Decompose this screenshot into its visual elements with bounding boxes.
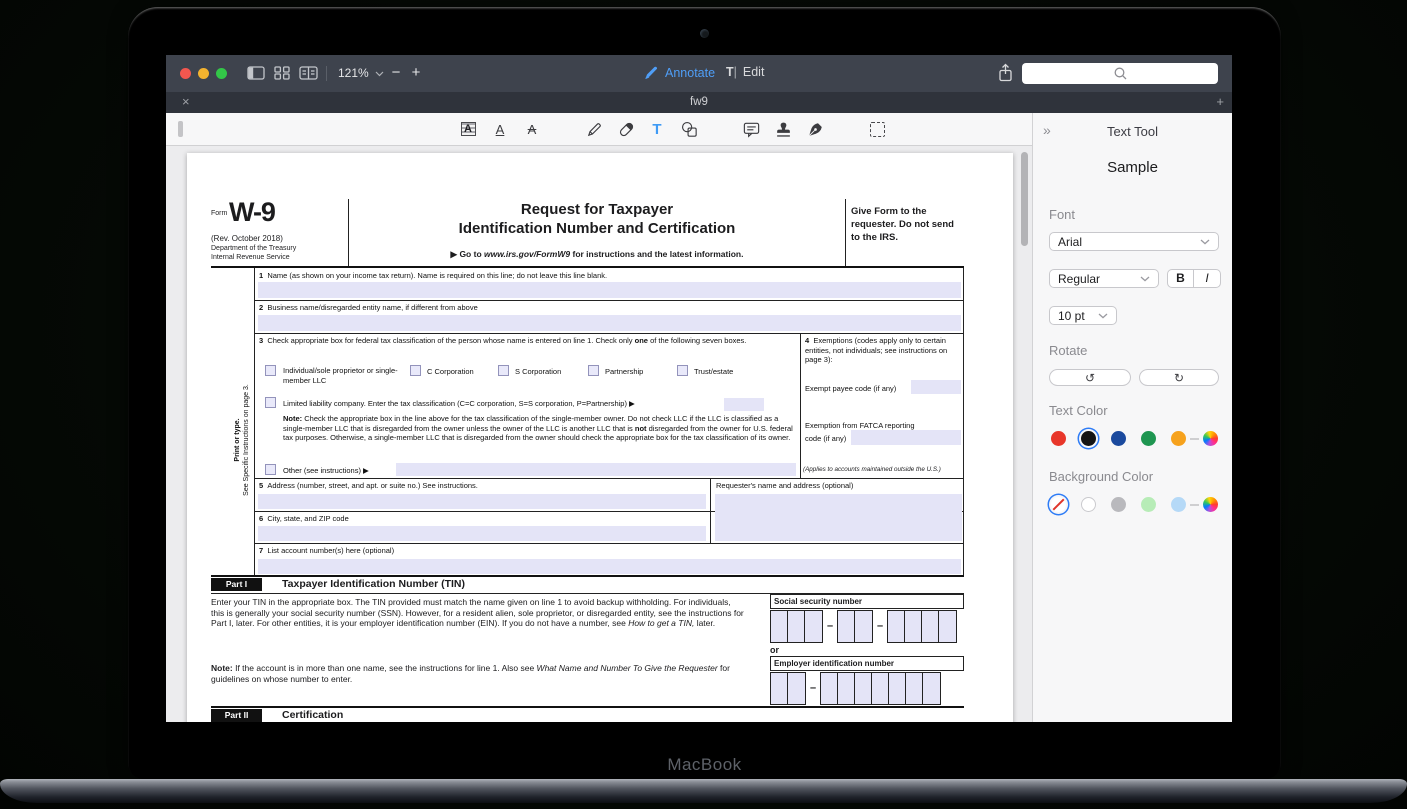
- line4-label: 4 Exemptions (codes apply only to certain entities, not individuals; see instructions on page 3):: [805, 336, 948, 364]
- row-divider: [254, 478, 964, 479]
- part2-rule: [211, 706, 964, 708]
- minimize-window-button[interactable]: [198, 68, 209, 79]
- other-label: Other (see instructions) ▶: [283, 466, 369, 475]
- fatca-label-2: code (if any): [805, 434, 847, 443]
- part1-rule: [211, 575, 964, 577]
- requester-field[interactable]: [715, 494, 962, 541]
- row-divider: [254, 300, 964, 301]
- annotation-toolbar: [166, 113, 1032, 146]
- print-or-type-note: Print or type. See Specific Instructions on page 3.: [234, 384, 250, 496]
- form-revision: (Rev. October 2018): [211, 234, 283, 243]
- camera: [700, 29, 709, 38]
- line2-label: 2 Business name/disregarded entity name, if different from above: [259, 303, 478, 312]
- search-input[interactable]: [1022, 63, 1218, 84]
- bold-italic-segment: [1167, 269, 1221, 288]
- zoom-in-button[interactable]: +: [411, 64, 421, 81]
- search-icon: [1113, 66, 1128, 81]
- form-title: Request for Taxpayer Identification Number and Certification: [458, 201, 736, 237]
- tab-title[interactable]: fw9: [690, 96, 708, 108]
- column-divider-requester: [710, 478, 711, 543]
- part1-note: Note: If the account is in more than one name, see the instructions for line 1. Also see What Name and Number To Give the Requester for guidelines on whose number to enter.: [211, 663, 730, 684]
- checkbox-c-corporation[interactable]: [410, 365, 421, 376]
- rotate-label: Rotate: [1049, 343, 1088, 358]
- text-color-custom[interactable]: [1203, 431, 1218, 446]
- background-color-light-blue[interactable]: [1171, 497, 1186, 512]
- stamp-tool-icon[interactable]: [771, 117, 795, 141]
- line2-business-name-field[interactable]: [258, 315, 961, 331]
- line6-label: 6 City, state, and ZIP code: [259, 514, 349, 523]
- checkbox-other[interactable]: [265, 464, 276, 475]
- or-label: or: [770, 645, 779, 655]
- maximize-window-button[interactable]: [216, 68, 227, 79]
- annotate-pen-icon: [644, 65, 659, 80]
- font-label: Font: [1049, 207, 1076, 222]
- chevron-down-icon: [1098, 313, 1108, 319]
- w9-form: [187, 153, 1013, 722]
- document-page: [187, 153, 1013, 722]
- new-tab-icon[interactable]: +: [1216, 94, 1224, 109]
- checkbox-partnership[interactable]: [588, 365, 599, 376]
- line7-account-field[interactable]: [258, 559, 961, 574]
- ein-cells[interactable]: –: [770, 672, 941, 705]
- underline-tool-icon[interactable]: A: [495, 121, 505, 137]
- checkbox-individual[interactable]: [265, 365, 276, 376]
- requester-label: Requester's name and address (optional): [716, 481, 854, 490]
- text-color-green[interactable]: [1141, 431, 1156, 446]
- highlight-tool-icon[interactable]: A: [456, 117, 480, 141]
- thumbnail-grid-icon[interactable]: [270, 63, 294, 83]
- sidebar-toggle-icon[interactable]: [244, 63, 268, 83]
- sample-preview: Sample: [1107, 159, 1158, 176]
- text-color-navy[interactable]: [1111, 431, 1126, 446]
- line5-label: 5 Address (number, street, and apt. or suite no.) See instructions.: [259, 481, 478, 490]
- bold-button[interactable]: B: [1168, 270, 1194, 287]
- line3-label: 3 Check appropriate box for federal tax classification of the person whose name is entered on line 1. Check only one of the following seven boxes.: [259, 336, 747, 345]
- background-color-custom[interactable]: [1203, 497, 1218, 512]
- llc-classification-field[interactable]: [724, 398, 764, 411]
- checkbox-partnership-label: Partnership: [605, 367, 644, 376]
- annotate-mode-button[interactable]: Annotate: [644, 65, 715, 80]
- edit-mode-button[interactable]: T| Edit: [726, 65, 765, 79]
- text-color-label: Text Color: [1049, 403, 1108, 418]
- exempt-payee-label: Exempt payee code (if any): [805, 384, 897, 393]
- close-window-button[interactable]: [180, 68, 191, 79]
- italic-button[interactable]: I: [1205, 271, 1209, 285]
- vertical-scrollbar-thumb[interactable]: [1021, 152, 1028, 246]
- form-irs: Internal Revenue Service: [211, 254, 290, 261]
- checkbox-c-corporation-label: C Corporation: [427, 367, 474, 376]
- text-color-black[interactable]: [1081, 431, 1096, 446]
- line7-label: 7 List account number(s) here (optional): [259, 546, 395, 555]
- document-area: [166, 146, 1032, 722]
- checkbox-llc[interactable]: [265, 397, 276, 408]
- toolbar-drag-handle[interactable]: [178, 121, 183, 137]
- zoom-level-dropdown[interactable]: 121%: [338, 66, 384, 80]
- fatca-field[interactable]: [851, 430, 961, 445]
- selection-tool-icon[interactable]: [865, 117, 889, 141]
- applies-note: (Applies to accounts maintained outside the U.S.): [803, 466, 941, 473]
- chevron-down-icon: [1200, 239, 1210, 245]
- llc-label: Limited liability company. Enter the tax classification (C=C corporation, S=S corporation, P=Partnership) ▶: [283, 399, 635, 408]
- macbook-base: [0, 779, 1407, 803]
- form-number: W-9: [229, 197, 275, 227]
- give-form-note: Give Form to the requester. Do not send to the IRS.: [851, 206, 954, 243]
- row-divider: [254, 333, 964, 334]
- fatca-label-1: Exemption from FATCA reporting: [805, 421, 915, 430]
- strikethrough-tool-icon[interactable]: A: [527, 121, 537, 137]
- zoom-out-button[interactable]: −: [391, 64, 401, 81]
- ssn-cells[interactable]: – –: [770, 610, 957, 643]
- font-size-dropdown[interactable]: 10 pt: [1049, 306, 1117, 325]
- text-tool-icon[interactable]: T: [652, 120, 662, 138]
- app-screen: [166, 55, 1232, 722]
- panel-title: Text Tool: [1106, 124, 1159, 139]
- background-color-row: [1033, 497, 1232, 513]
- part2-title: Certification: [282, 709, 344, 721]
- macbook-brand: MacBook: [667, 755, 742, 774]
- font-family-dropdown[interactable]: Arial: [1049, 232, 1219, 251]
- collapse-panel-icon[interactable]: »: [1043, 122, 1051, 138]
- ssn-label-box: Social security number: [770, 594, 964, 609]
- text-color-red[interactable]: [1051, 431, 1066, 446]
- checkbox-s-corporation[interactable]: [498, 365, 509, 376]
- background-color-light-green[interactable]: [1141, 497, 1156, 512]
- background-color-gray[interactable]: [1111, 497, 1126, 512]
- part1-paragraph: Enter your TIN in the appropriate box. The TIN provided must match the name given on line 1 to avoid backup withholding. For individuals, this is generally your social security number (SSN). However, for a resident alien, sole proprietor, or disregarded entity, see the instructions for Part I, later. For other entities, it is your employer identification number (EIN). If you do not have a number, see How to get a TIN, later.: [211, 597, 744, 629]
- ein-label-box: Employer identification number: [770, 656, 964, 671]
- part1-title: Taxpayer Identification Number (TIN): [282, 578, 465, 590]
- two-page-view-icon[interactable]: [296, 63, 320, 83]
- macbook-lid: [128, 7, 1281, 779]
- text-color-row: [1033, 431, 1232, 447]
- line1-label: 1 Name (as shown on your income tax return). Name is required on this line; do not leave this line blank.: [259, 271, 608, 280]
- tab-bar: [166, 92, 1232, 113]
- column-divider-exemptions: [800, 333, 801, 478]
- background-color-white[interactable]: [1081, 497, 1096, 512]
- part1-badge: Part I: [211, 578, 262, 591]
- form-dept: Department of the Treasury: [211, 245, 297, 252]
- exempt-payee-field[interactable]: [911, 380, 961, 394]
- line1-name-field[interactable]: [258, 282, 961, 298]
- header-divider-right: [845, 199, 846, 266]
- checkbox-trust-estate-label: Trust/estate: [694, 367, 734, 376]
- part2-badge: Part II: [211, 709, 262, 722]
- rotate-right-button[interactable]: ↻: [1139, 369, 1219, 386]
- text-color-orange[interactable]: [1171, 431, 1186, 446]
- edit-text-icon: T|: [726, 65, 737, 79]
- toolbar-separator: [326, 66, 327, 81]
- pencil-tool-icon[interactable]: [582, 117, 606, 141]
- swatch-separator: [1190, 438, 1199, 440]
- llc-note: Note: Check the appropriate box in the line above for the tax classification of the single-member owner. Do not check LLC if the LLC is classified as a single-member LLC that is disregarded from the owner unless the owner of the LLC is another LLC that is not disregarded from the owner for U.S. federal tax purposes. Otherwise, a single-member LLC that is disregarded from the owner should check the appropriate box for the tax classification of its owner.: [283, 414, 793, 442]
- eraser-tool-icon[interactable]: [614, 117, 638, 141]
- form-word: Form: [211, 210, 228, 217]
- other-field[interactable]: [396, 463, 796, 476]
- checkbox-s-corporation-label: S Corporation: [515, 367, 562, 376]
- swatch-separator: [1190, 504, 1199, 506]
- signature-tool-icon[interactable]: [803, 117, 827, 141]
- chevron-down-icon: [1140, 276, 1150, 282]
- rotate-left-button[interactable]: ↺: [1049, 369, 1131, 386]
- header-divider-left: [348, 199, 349, 266]
- checkbox-individual-label: Individual/sole proprietor or single-member LLC: [283, 366, 398, 385]
- note-tool-icon[interactable]: [739, 117, 763, 141]
- line6-city-field[interactable]: [258, 526, 706, 541]
- checkbox-trust-estate[interactable]: [677, 365, 688, 376]
- row-divider: [254, 543, 964, 544]
- background-color-none[interactable]: [1051, 497, 1066, 512]
- shapes-tool-icon[interactable]: [677, 117, 701, 141]
- line5-address-field[interactable]: [258, 494, 706, 509]
- form-goto-line: ▶ Go to www.irs.gov/FormW9 for instructions and the latest information.: [450, 249, 744, 259]
- window-toolbar: [166, 55, 1232, 92]
- font-style-dropdown[interactable]: Regular: [1049, 269, 1159, 288]
- share-icon[interactable]: [997, 63, 1014, 83]
- background-color-label: Background Color: [1049, 469, 1154, 484]
- close-tab-icon[interactable]: ×: [182, 94, 190, 109]
- text-tool-panel: [1032, 113, 1232, 722]
